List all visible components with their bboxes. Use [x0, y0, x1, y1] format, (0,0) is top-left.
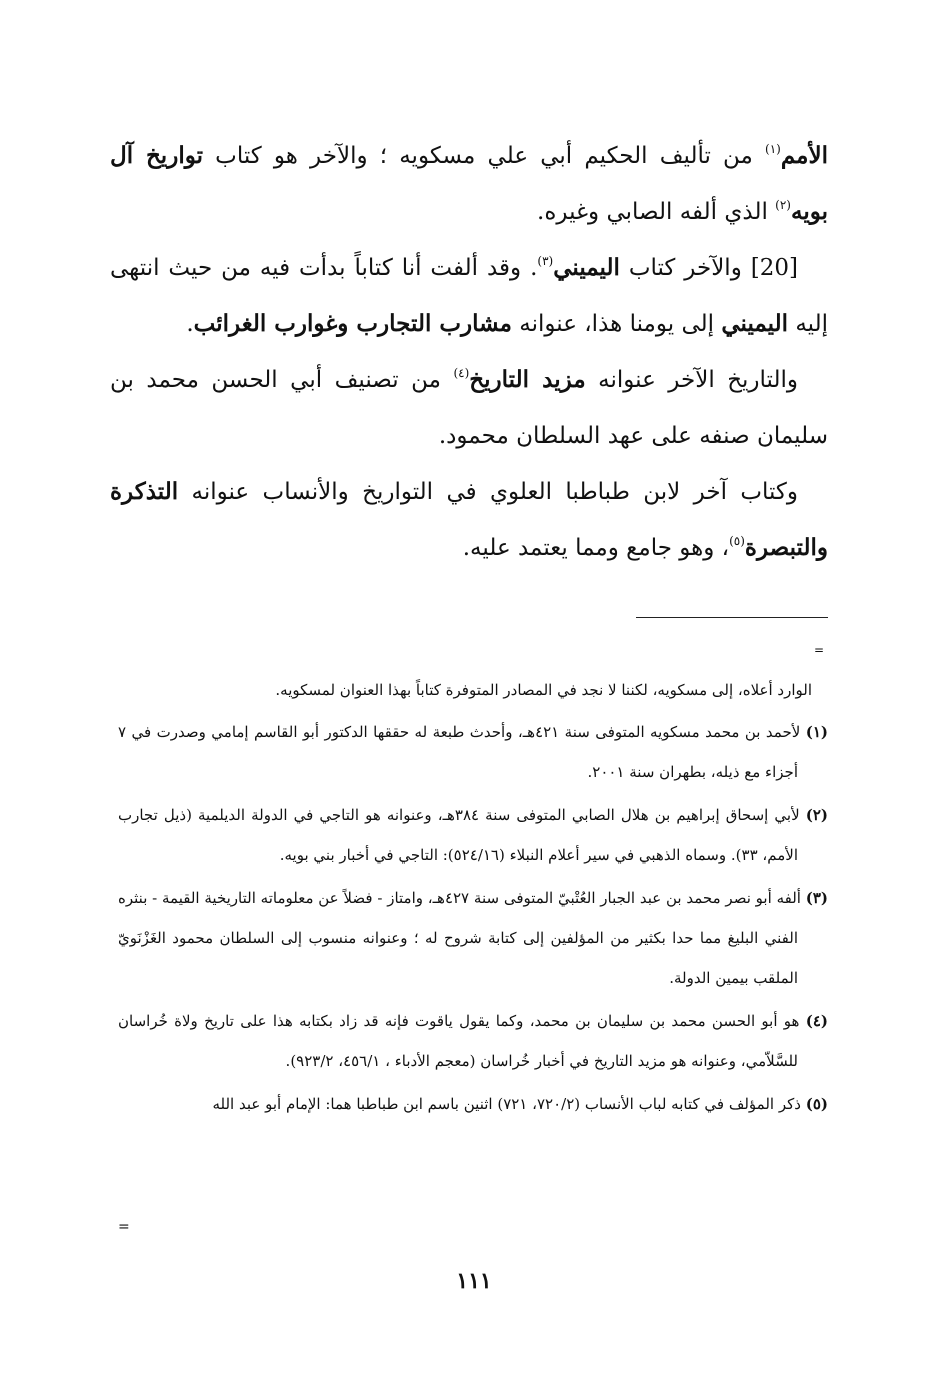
text-run: من تصنيف أبي الحسن محمد بن سليمان صنفه على عهد السلطان محمود. — [110, 367, 828, 449]
footnote-text: ألفه أبو نصر محمد بن عبد الجبار العُتْبيّ المتوفى سنة ٤٢٧هـ، وامتاز - فضلاً عن معلوماته التاريخية القيمة - بنثره الفني البليغ مما حدا بكثير من المؤلفين إلى كتابة شروح له ؛ وعنوانه منسوب إلى السلطان محمود الغَزْنَويّ الملقب بيمين الدولة. — [118, 889, 806, 987]
bold-term: مزيد التاريخ — [469, 366, 586, 393]
bold-term: اليميني — [721, 310, 789, 337]
footnote-5 — [118, 1084, 828, 1124]
main-text — [110, 128, 828, 576]
footnote-separator — [636, 617, 828, 618]
footnote-number: (٢) — [805, 806, 828, 824]
footnote-text: لأحمد بن محمد مسكويه المتوفى سنة ٤٢١هـ، وأحدث طبعة له حققها الدكتور أبو القاسم إمامي وصدرت في ٧ أجزاء مع ذيله، بطهران سنة ٢٠٠١. — [118, 723, 806, 781]
bold-term: التذكرة والتبصرة — [110, 478, 828, 561]
next-page-mark: = — [118, 1219, 130, 1235]
text-run: الذي ألفه الصابي وغيره. — [537, 199, 776, 225]
footnote-ref: (٣) — [537, 254, 554, 268]
footnotes — [118, 670, 828, 1127]
text-run: . — [186, 311, 194, 337]
text-run: إلى يومنا هذا، عنوانه — [511, 311, 722, 337]
text-run: . وقد ألفت أنا كتاباً بدأت فيه من حيث انتهى إليه — [110, 255, 828, 337]
text-run: ، وهو جامع ومما يعتمد عليه. — [462, 535, 730, 561]
footnote-ref: (٤) — [453, 366, 470, 380]
text-run: والآخر كتاب — [619, 255, 751, 281]
footnote-ref: (١) — [765, 142, 781, 156]
footnote-continued: الوارد أعلاه، إلى مسكويه، لكننا لا نجد في المصادر المتوفرة كتاباً بهذا العنوان لمسكويه. — [275, 681, 812, 699]
footnote-4 — [118, 1001, 828, 1081]
paragraph-3 — [110, 352, 828, 464]
footnote-number: (١) — [805, 723, 829, 741]
bold-term: مشارب التجارب وغوارب الغرائب — [193, 310, 512, 337]
footnote-text: لأبي إسحاق إبراهيم بن هلال الصابي المتوفى سنة ٣٨٤هـ، وعنوانه هو التاجي في الدولة الديلمية (ذيل تجارب الأمم، ٣٣). وسماه الذهبي في سير أعلام النبلاء (٥٢٤/١٦): التاجي في أخبار بني بويه. — [118, 806, 806, 864]
bold-term: تواريخ آل بويه — [110, 142, 828, 225]
page-number: ١١١ — [456, 1268, 492, 1294]
continuation-mark: = — [814, 643, 825, 657]
footnote-number: (٤) — [805, 1012, 828, 1030]
footnote-text: ذكر المؤلف في كتابه لباب الأنساب (٧٢٠/٢، ٧٢١) اثنين باسم ابن طباطبا هما: الإمام أبو عبد الله — [212, 1095, 806, 1113]
bold-term: اليميني — [553, 254, 620, 281]
footnote-1 — [118, 712, 828, 792]
footnote-3 — [118, 878, 828, 998]
paragraph-2 — [110, 240, 828, 352]
text-run: والتاريخ الآخر عنوانه — [585, 367, 798, 393]
text-run: وكتاب آخر لابن طباطبا العلوي في التواريخ والأنساب عنوانه — [178, 479, 798, 505]
footnote-text: هو أبو الحسن محمد بن سليمان بن محمد، وكما يقول ياقوت فإنه قد زاد بكتابه هذا على تاريخ ولاة خُراسان للسَّلاّمي، وعنوانه هو مزيد التاريخ في أخبار خُراسان (معجم الأدباء ، ٤٥٦/١، ٩٢٣/٢). — [118, 1012, 806, 1070]
page-marker: [20] — [750, 255, 798, 281]
footnote-2 — [118, 795, 828, 875]
text-run: من تأليف الحكيم أبي علي مسكويه ؛ والآخر هو كتاب — [203, 143, 766, 169]
bold-term: الأمم — [780, 142, 828, 169]
paragraph-1 — [110, 128, 828, 240]
footnote-number: (٣) — [805, 889, 829, 907]
paragraph-4 — [110, 464, 828, 576]
footnote-number: (٥) — [805, 1095, 828, 1113]
footnote-ref: (٥) — [729, 534, 745, 548]
footnote-ref: (٢) — [775, 198, 791, 212]
